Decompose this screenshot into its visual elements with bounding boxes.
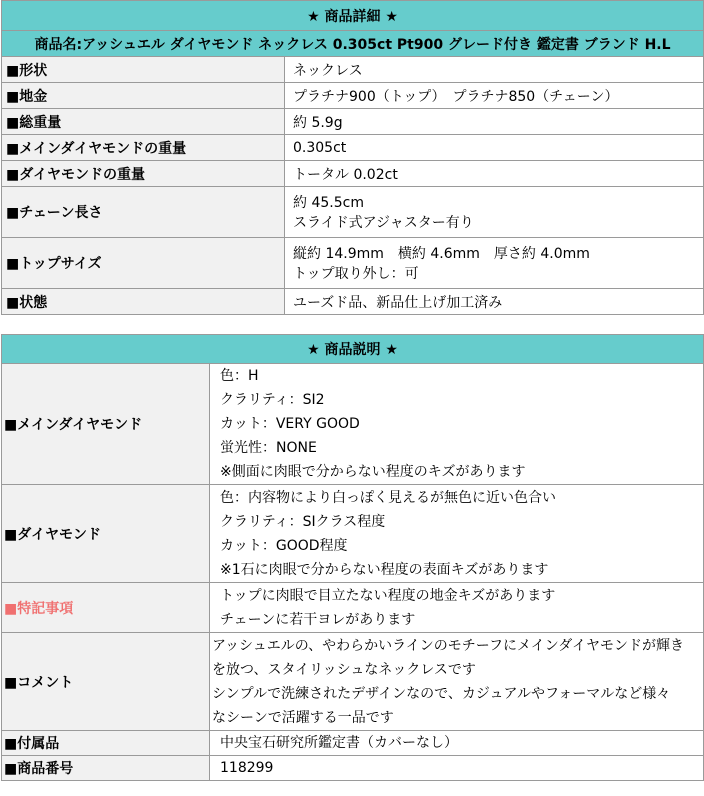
- desc-value-accessories: 中央宝石研究所鑑定書（カバーなし）: [210, 731, 704, 756]
- desc-row-accessories: [2, 731, 704, 756]
- detail-row-main-diamond-weight: [2, 135, 704, 161]
- detail-line: トップ取り外し：可: [293, 266, 419, 282]
- desc-line: ※側面に肉眼で分からない程度のキズがあります: [220, 464, 526, 480]
- desc-label-accessories: ■付属品: [2, 731, 210, 756]
- detail-label-top-size: ■トップサイズ: [2, 238, 285, 289]
- desc-line: カット：GOOD程度: [220, 537, 348, 554]
- desc-value-comment: [210, 633, 704, 731]
- desc-line: 色：内容物により白っぽく見えるが無色に近い色合い: [220, 489, 556, 506]
- desc-row-main-diamond: [2, 364, 704, 485]
- desc-label-main-diamond: ■メインダイヤモンド: [2, 364, 210, 485]
- detail-label-metal: ■地金: [2, 83, 285, 109]
- detail-label-diamond-weight: ■ダイヤモンドの重量: [2, 161, 285, 187]
- desc-line: チェーンに若干ヨレがあります: [220, 611, 416, 628]
- detail-label-condition: ■状態: [2, 289, 285, 315]
- product-details-table: [1, 0, 704, 315]
- detail-row-condition: [2, 289, 704, 315]
- desc-label-comment: ■コメント: [2, 633, 210, 731]
- desc-row-comment: [2, 633, 704, 731]
- desc-value-diamond: [210, 485, 704, 583]
- product-description-table: [1, 334, 704, 781]
- desc-line: 蛍光性：NONE: [220, 440, 317, 456]
- desc-label-diamond: ■ダイヤモンド: [2, 485, 210, 583]
- desc-value-main-diamond: [210, 364, 704, 485]
- detail-line: 約 45.5cm: [293, 195, 364, 211]
- desc-value-product-number: 118299: [210, 756, 704, 781]
- desc-row-diamond: [2, 485, 704, 583]
- desc-label-product-number: ■商品番号: [2, 756, 210, 781]
- detail-value-chain-length: [285, 187, 704, 238]
- detail-row-top-size: [2, 238, 704, 289]
- detail-row-diamond-weight: [2, 161, 704, 187]
- detail-value-shape: ネックレス: [285, 57, 704, 83]
- detail-value-metal: プラチナ900（トップ） プラチナ850（チェーン）: [285, 83, 704, 109]
- desc-line: なシーンで活躍する一品です: [212, 709, 394, 726]
- detail-value-top-size: [285, 238, 704, 289]
- detail-row-metal: [2, 83, 704, 109]
- detail-line: スライド式アジャスター有り: [293, 215, 474, 231]
- detail-line: 縦約 14.9mm 横約 4.6mm 厚さ約 4.0mm: [293, 246, 590, 262]
- desc-row-product-number: [2, 756, 704, 781]
- desc-line: トップに肉眼で目立たない程度の地金キズがあります: [220, 587, 556, 604]
- desc-value-special-notes: [210, 583, 704, 633]
- details-header: ★ 商品詳細 ★: [2, 1, 704, 31]
- desc-line: カット：VERY GOOD: [220, 416, 360, 432]
- desc-row-special-notes: [2, 583, 704, 633]
- desc-line: 色：H: [220, 368, 259, 384]
- description-header: ★ 商品説明 ★: [2, 335, 704, 364]
- detail-label-shape: ■形状: [2, 57, 285, 83]
- desc-label-special-notes: ■特記事項: [2, 583, 210, 633]
- detail-value-total-weight: 約 5.9g: [285, 109, 704, 135]
- desc-line: クラリティ：SI2: [220, 392, 325, 408]
- detail-row-total-weight: [2, 109, 704, 135]
- desc-line: シンプルで洗練されたデザインなので、カジュアルやフォーマルなど様々: [212, 685, 671, 702]
- detail-value-diamond-weight: トータル 0.02ct: [285, 161, 704, 187]
- detail-row-chain-length: [2, 187, 704, 238]
- detail-value-condition: ユーズド品、新品仕上げ加工済み: [285, 289, 704, 315]
- product-name: 商品名:アッシュエル ダイヤモンド ネックレス 0.305ct Pt900 グレード付き 鑑定書 ブランド H.L: [2, 31, 704, 57]
- desc-line: ※1石に肉眼で分からない程度の表面キズがあります: [220, 561, 549, 578]
- detail-value-main-diamond-weight: 0.305ct: [285, 135, 704, 161]
- desc-line: アッシュエルの、やわらかいラインのモチーフにメインダイヤモンドが輝き: [212, 637, 684, 654]
- detail-label-main-diamond-weight: ■メインダイヤモンドの重量: [2, 135, 285, 161]
- detail-label-total-weight: ■総重量: [2, 109, 285, 135]
- detail-row-shape: [2, 57, 704, 83]
- desc-line: を放つ、スタイリッシュなネックレスです: [212, 661, 476, 678]
- detail-label-chain-length: ■チェーン長さ: [2, 187, 285, 238]
- desc-line: クラリティ：SIクラス程度: [220, 513, 386, 530]
